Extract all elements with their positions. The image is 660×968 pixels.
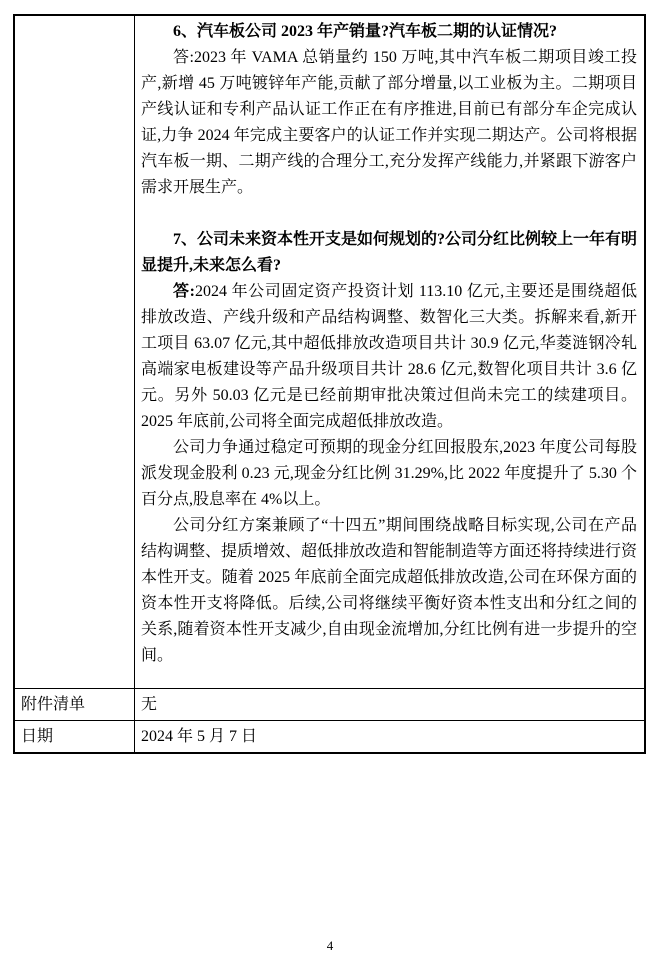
question-6-answer-label: 答: xyxy=(173,49,194,66)
question-7-answer-paragraph-2: 公司力争通过稳定可预期的现金分红回报股东,2023 年度公司每股派发现金股利 0.23 元,现金分红比例 31.29%,比 2022 年度提升了 5.30 个百分点,股息率在 4%以上。 xyxy=(141,439,637,508)
attachment-row-value: 无 xyxy=(141,695,158,713)
qa-table xyxy=(13,14,646,754)
date-row xyxy=(15,720,644,752)
attachment-row xyxy=(15,688,644,720)
date-row-label: 日期 xyxy=(15,721,135,752)
question-6-heading: 6、汽车板公司 2023 年产销量?汽车板二期的认证情况? xyxy=(173,23,558,40)
attachment-row-label: 附件清单 xyxy=(15,689,135,720)
question-7-heading: 7、公司未来资本性开支是如何规划的?公司分红比例较上一年有明显提升,未来怎么看? xyxy=(141,231,638,274)
question-7-answer-label: 答: xyxy=(173,283,195,300)
qa-main-row xyxy=(15,16,644,688)
date-row-value: 2024 年 5 月 7 日 xyxy=(141,727,258,745)
qa-main-row-content-cell xyxy=(135,16,644,688)
question-7-answer-paragraph-1 xyxy=(141,279,637,435)
question-7-answer-body-1: 2024 年公司固定资产投资计划 113.10 亿元,主要还是围绕超低排放改造、产线升级和产品结构调整、数智化三大类。拆解来看,新开工项目 63.07 亿元,其中超低排放改造项目共计 30.9 亿元,华菱涟钢冷轧高端家电板建设等产品升级项目共计 28.6 亿元,数智化项目共计 3.6 亿元。另外 50.03 亿元是已经前期审批决策过但尚未完工的续建项目。2025 年底前,公司将全面完成超低排放改造。 xyxy=(141,283,637,430)
page-number: 4 xyxy=(326,938,334,953)
question-7-answer-paragraph-3: 公司分红方案兼顾了“十四五”期间围绕战略目标实现,公司在产品结构调整、提质增效、超低排放改造和智能制造等方面还将持续进行资本性开支。随着 2025 年底前全面完成超低排放改造,公司在环保方面的资本性开支将降低。后续,公司将继续平衡好资本性支出和分红之间的关系,随着资本性开支减少,自由现金流增加,分红比例有进一步提升的空间。 xyxy=(141,517,638,664)
question-6-answer-body: 2023 年 VAMA 总销量约 150 万吨,其中汽车板二期项目竣工投产,新增 45 万吨镀锌年产能,贡献了部分增量,以工业板为主。二期项目产线认证和专利产品认证工作正在有序推进,目前已有部分车企完成认证,力争 2024 年完成主要客户的认证工作并实现二期达产。公司将根据汽车板一期、二期产线的合理分工,充分发挥产线能力,并紧跟下游客户需求开展生产。 xyxy=(141,49,637,196)
question-6-answer xyxy=(141,45,637,201)
qa-main-row-label-cell xyxy=(15,16,135,688)
